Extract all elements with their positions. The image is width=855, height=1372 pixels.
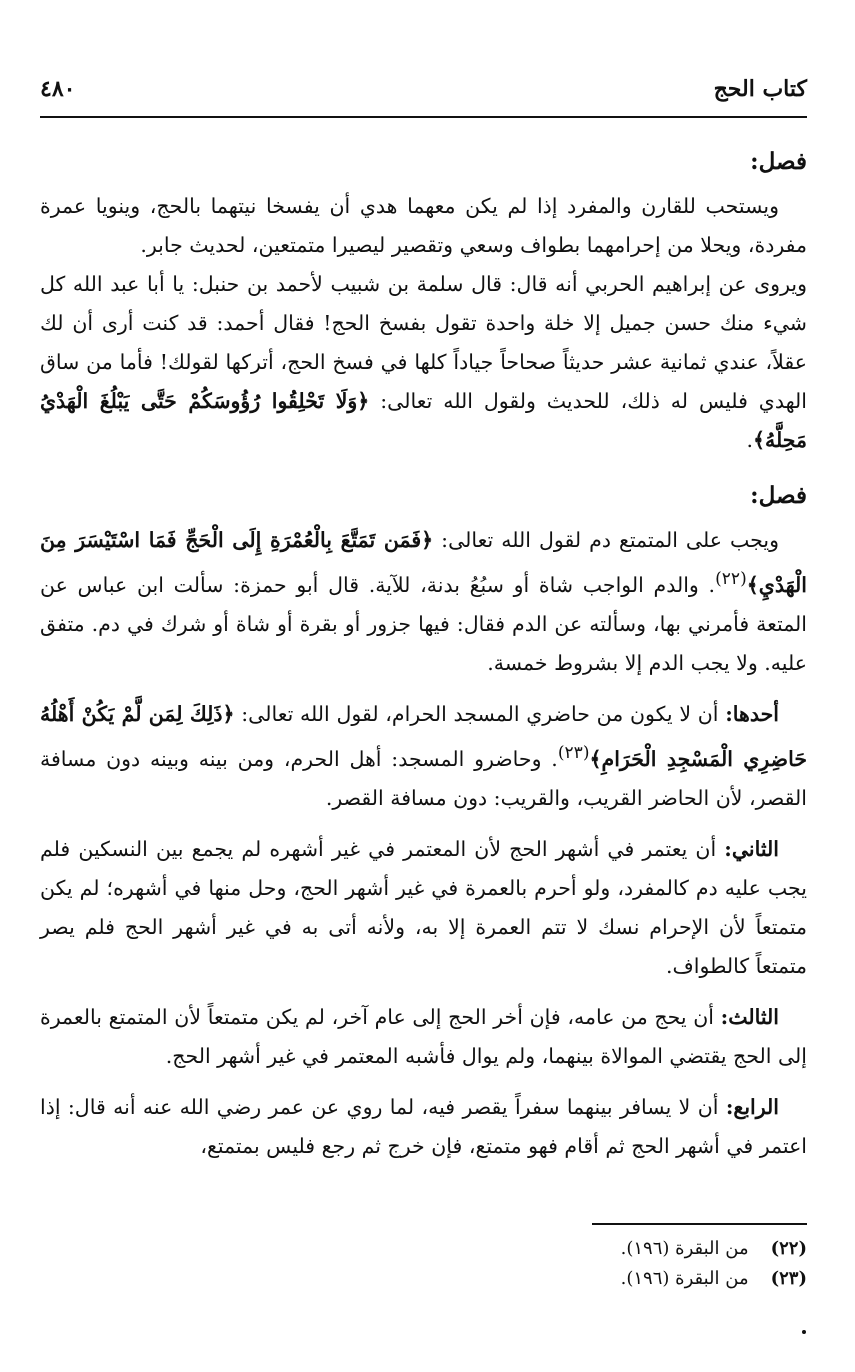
footnote-number: (٢٢) <box>770 1238 807 1259</box>
header-rule <box>40 116 807 118</box>
footnote-rule <box>592 1223 807 1225</box>
page-header <box>40 72 807 106</box>
paragraph-text: أن يحج من عامه، فإن أخر الحج إلى عام آخر، لم يكن متمتعاً لأن المتمتع بالعمرة إلى الحج يقتضي الموالاة بينهما، ولم يوال فأشبه المعتمر في غير أشهر الحج. <box>40 1004 807 1068</box>
section-title-1: فصل: <box>750 148 807 175</box>
paragraph: ويستحب للقارن والمفرد إذا لم يكن معهما هدي أن يفسخا نيتهما بالحج، وينويا عمرة مفردة، ويحلا من إحرامهما بطواف وسعي وتقصير ليصيرا متمتعين، لحديث جابر. <box>40 194 807 257</box>
paragraph-text: . والدم الواجب شاة أو سبُعُ بدنة، للآية. قال أبو حمزة: سألت ابن عباس عن المتعة فأمرني بها، وسألته عن الدم فقال: فيها جزور أو بقرة أو شاة أو شرك في دم. متفق عليه. ولا يجب الدم إلا بشروط خمسة. <box>40 572 807 675</box>
condition-1 <box>40 695 807 818</box>
condition-label: أحدها: <box>725 701 779 726</box>
paragraph-text: ويروى عن إبراهيم الحربي أنه قال: قال سلمة بن شبيب لأحمد بن حنبل: يا أبا عبد الله كل شيء منك حسن جميل إلا خلة واحدة تقول بفسخ الحج! فقال أحمد: قد كنت أرى أن لك عقلاً، عندي ثمانية عشر حديثاً صحاحاً جياداً كلها في فسخ الحج، أتركها لقولك! فأما من ساق الهدي فليس له ذلك، للحديث ولقول الله تعالى: <box>40 272 807 413</box>
quran-verse: ﴿وَلَا تَحْلِقُوا رُؤُوسَكُمْ حَتَّى يَبْلُغَ الْهَدْيُ مَحِلَّهُ﴾ <box>40 389 807 452</box>
paragraph-text: ويجب على المتمتع دم لقول الله تعالى: <box>433 528 780 552</box>
paragraph-text: أن يعتمر في أشهر الحج لأن المعتمر في غير أشهره لم يجمع بين النسكين فلم يجب عليه دم كالمفرد، ولو أحرم بالعمرة في غير أشهر الحج، وحل منها في أشهره؛ لم يكن متمتعاً لأن الإحرام نسك لا تتم العمرة إلا به، ولأنه أتى به في غير أشهر الحج فلم يصر متمتعاً كالطواف. <box>40 836 807 978</box>
footnote-ref: (٢٣) <box>557 742 590 763</box>
book-title: كتاب الحج <box>713 76 807 102</box>
paragraph <box>40 265 807 460</box>
footnotes <box>507 1234 807 1294</box>
paragraph-text: . <box>746 428 753 452</box>
condition-label: الثاني: <box>724 836 779 861</box>
quran-verse: ﴿فَمَن تَمَتَّعَ بِالْعُمْرَةِ إِلَى الْحَجِّ فَمَا اسْتَيْسَرَ مِنَ الْهَدْيِ﴾ <box>40 528 807 597</box>
condition-2 <box>40 830 807 986</box>
footnote-text: من البقرة (١٩٦). <box>620 1268 749 1289</box>
paragraph <box>40 521 807 683</box>
footnote <box>507 1264 807 1294</box>
footnote-number: (٢٣) <box>770 1268 807 1289</box>
condition-3 <box>40 998 807 1076</box>
footnote <box>507 1234 807 1264</box>
footnote-ref: (٢٢) <box>715 569 747 589</box>
page-mark <box>802 1330 806 1334</box>
section-title-2: فصل: <box>750 482 807 509</box>
paragraph-text: أن لا يكون من حاضري المسجد الحرام، لقول الله تعالى: <box>234 701 726 726</box>
page-number: ٤٨٠ <box>40 76 76 102</box>
paragraph-text: أن لا يسافر بينهما سفراً يقصر فيه، لما روي عن عمر رضي الله عنه أنه قال: إذا اعتمر في أشهر الحج ثم أقام فهو متمتع، فإن خرج ثم رجع فليس بمتمتع، <box>40 1094 807 1158</box>
condition-4 <box>40 1088 807 1166</box>
paragraph-text: . وحاضرو المسجد: أهل الحرم، ومن بينه وبينه دون مسافة القصر، لأن الحاضر القريب، والقريب: دون مسافة القصر. <box>40 746 807 810</box>
footnote-text: من البقرة (١٩٦). <box>620 1238 749 1259</box>
condition-label: الرابع: <box>725 1094 779 1119</box>
condition-label: الثالث: <box>720 1004 779 1029</box>
quran-verse: ﴿ذَلِكَ لِمَن لَّمْ يَكُنْ أَهْلُهُ حَاضِرِي الْمَسْجِدِ الْحَرَامِ﴾ <box>40 701 807 771</box>
main-text <box>40 142 807 1166</box>
